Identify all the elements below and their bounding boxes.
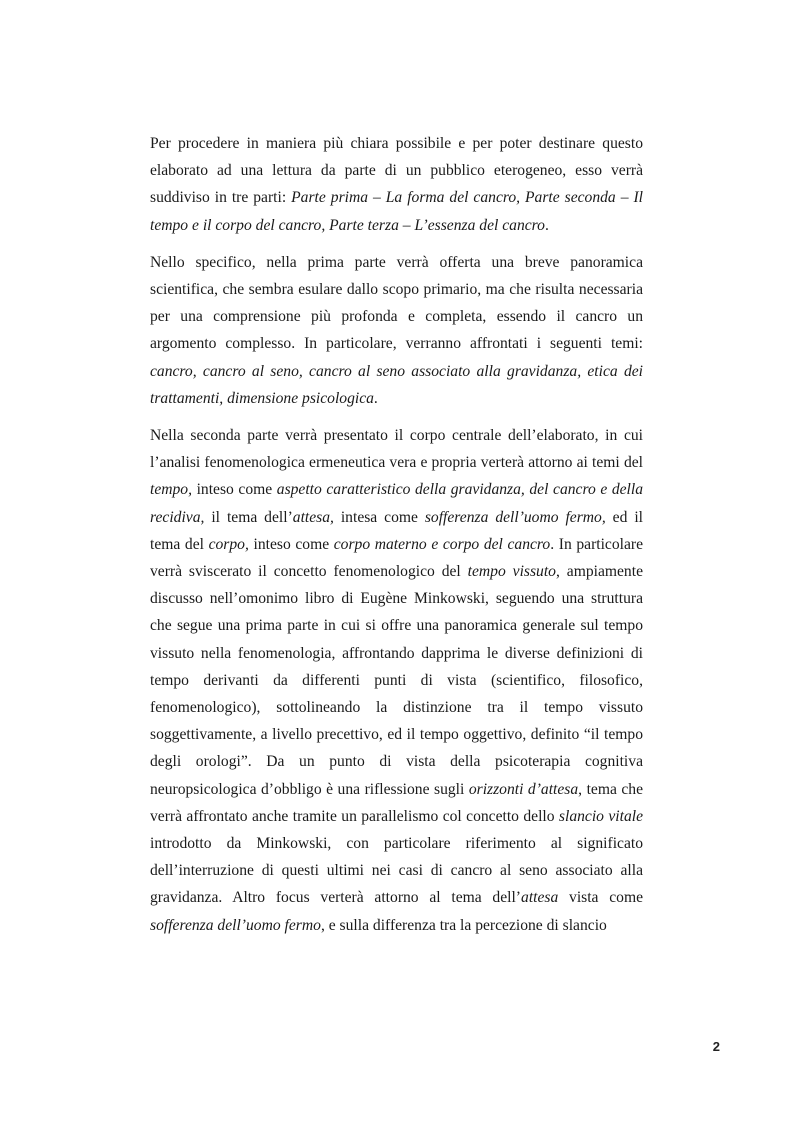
text-run: Nella seconda parte verrà presentato il corpo centrale dell’elaborato, in cui l’analisi fenomenologica ermeneutica vera e propria verterà attorno ai temi del	[150, 427, 643, 472]
text-run: vista come	[558, 889, 643, 907]
italic-text-run: sofferenza dell’uomo fermo	[150, 916, 321, 934]
paragraph-3	[150, 422, 643, 939]
italic-text-run: tempo,	[150, 481, 193, 499]
italic-text-run: slancio vitale	[558, 807, 643, 825]
italic-text-run: orizzonti d’attesa	[468, 780, 579, 798]
text-run: il tema dell’	[204, 508, 293, 526]
text-run: .	[544, 216, 549, 234]
text-run: ed il tema del	[150, 508, 643, 553]
page-number: 2	[712, 1039, 720, 1054]
italic-text-run: cancro, cancro al seno, cancro al seno associato alla gravidanza, etica dei trattamenti, dimensione psicologica	[150, 362, 643, 407]
text-run: inteso come	[248, 535, 334, 553]
text-run: Per procedere in maniera più chiara possibile e per poter destinare questo elaborato ad una lettura da parte di un pubblico eterogeneo, esso verrà suddiviso in tre parti:	[150, 135, 643, 207]
italic-text-run: attesa	[521, 889, 559, 907]
body-text	[150, 130, 643, 939]
italic-text-run: Parte prima – La forma del cancro, Parte seconda – Il tempo e il corpo del cancro, Parte terza – L’essenza del cancro	[150, 189, 643, 234]
italic-text-run: aspetto caratteristico della gravidanza, del cancro e della recidiva,	[150, 481, 643, 526]
text-run: . In particolare verrà sviscerato il concetto fenomenologico del	[150, 535, 644, 581]
text-run: .	[373, 389, 378, 407]
text-run: Nello specifico, nella prima parte verrà offerta una breve panoramica scientifica, che sembra esulare dallo scopo primario, ma che risulta necessaria per una comprensione più profonda e completa, essendo il cancro un argomento complesso. In particolare, verranno affrontati i seguenti temi:	[150, 253, 643, 353]
text-run: , tema che verrà affrontato anche tramite un parallelismo col concetto dello	[150, 780, 643, 825]
paragraph-2	[150, 249, 643, 412]
text-run: , ampiamente discusso nell’omonimo libro di Eugène Minkowski, seguendo una struttura che segue una prima parte in cui si offre una panoramica generale sul tempo vissuto nella fenomenologia, affrontando dapprima le diverse definizioni di tempo derivanti da differenti punti di vista (scientifico, filosofico, fenomenologico), sottolineando la distinzione tra il tempo vissuto soggettivamente, a livello precettivo, ed il tempo oggettivo, definito “il tempo degli orologi”. Da un punto di vista della psicoterapia cognitiva neuropsicologica d’obbligo è una riflessione sugli	[150, 563, 643, 798]
text-run: , e sulla differenza tra la percezione di slancio	[320, 916, 607, 934]
text-run: inteso come	[192, 481, 277, 499]
italic-text-run: corpo materno e corpo del cancro	[333, 535, 551, 553]
italic-text-run: attesa,	[292, 508, 334, 526]
italic-text-run: sofferenza dell’uomo fermo,	[424, 508, 606, 526]
italic-text-run: corpo,	[208, 535, 249, 553]
italic-text-run: tempo vissuto	[467, 563, 556, 581]
paragraph-1	[150, 130, 643, 239]
text-run: intesa come	[333, 508, 425, 526]
text-run: introdotto da Minkowski, con particolare riferimento al significato dell’interruzione di questi ultimi nei casi di cancro al seno associato alla gravidanza. Altro focus verterà attorno al tema dell’	[150, 835, 643, 907]
